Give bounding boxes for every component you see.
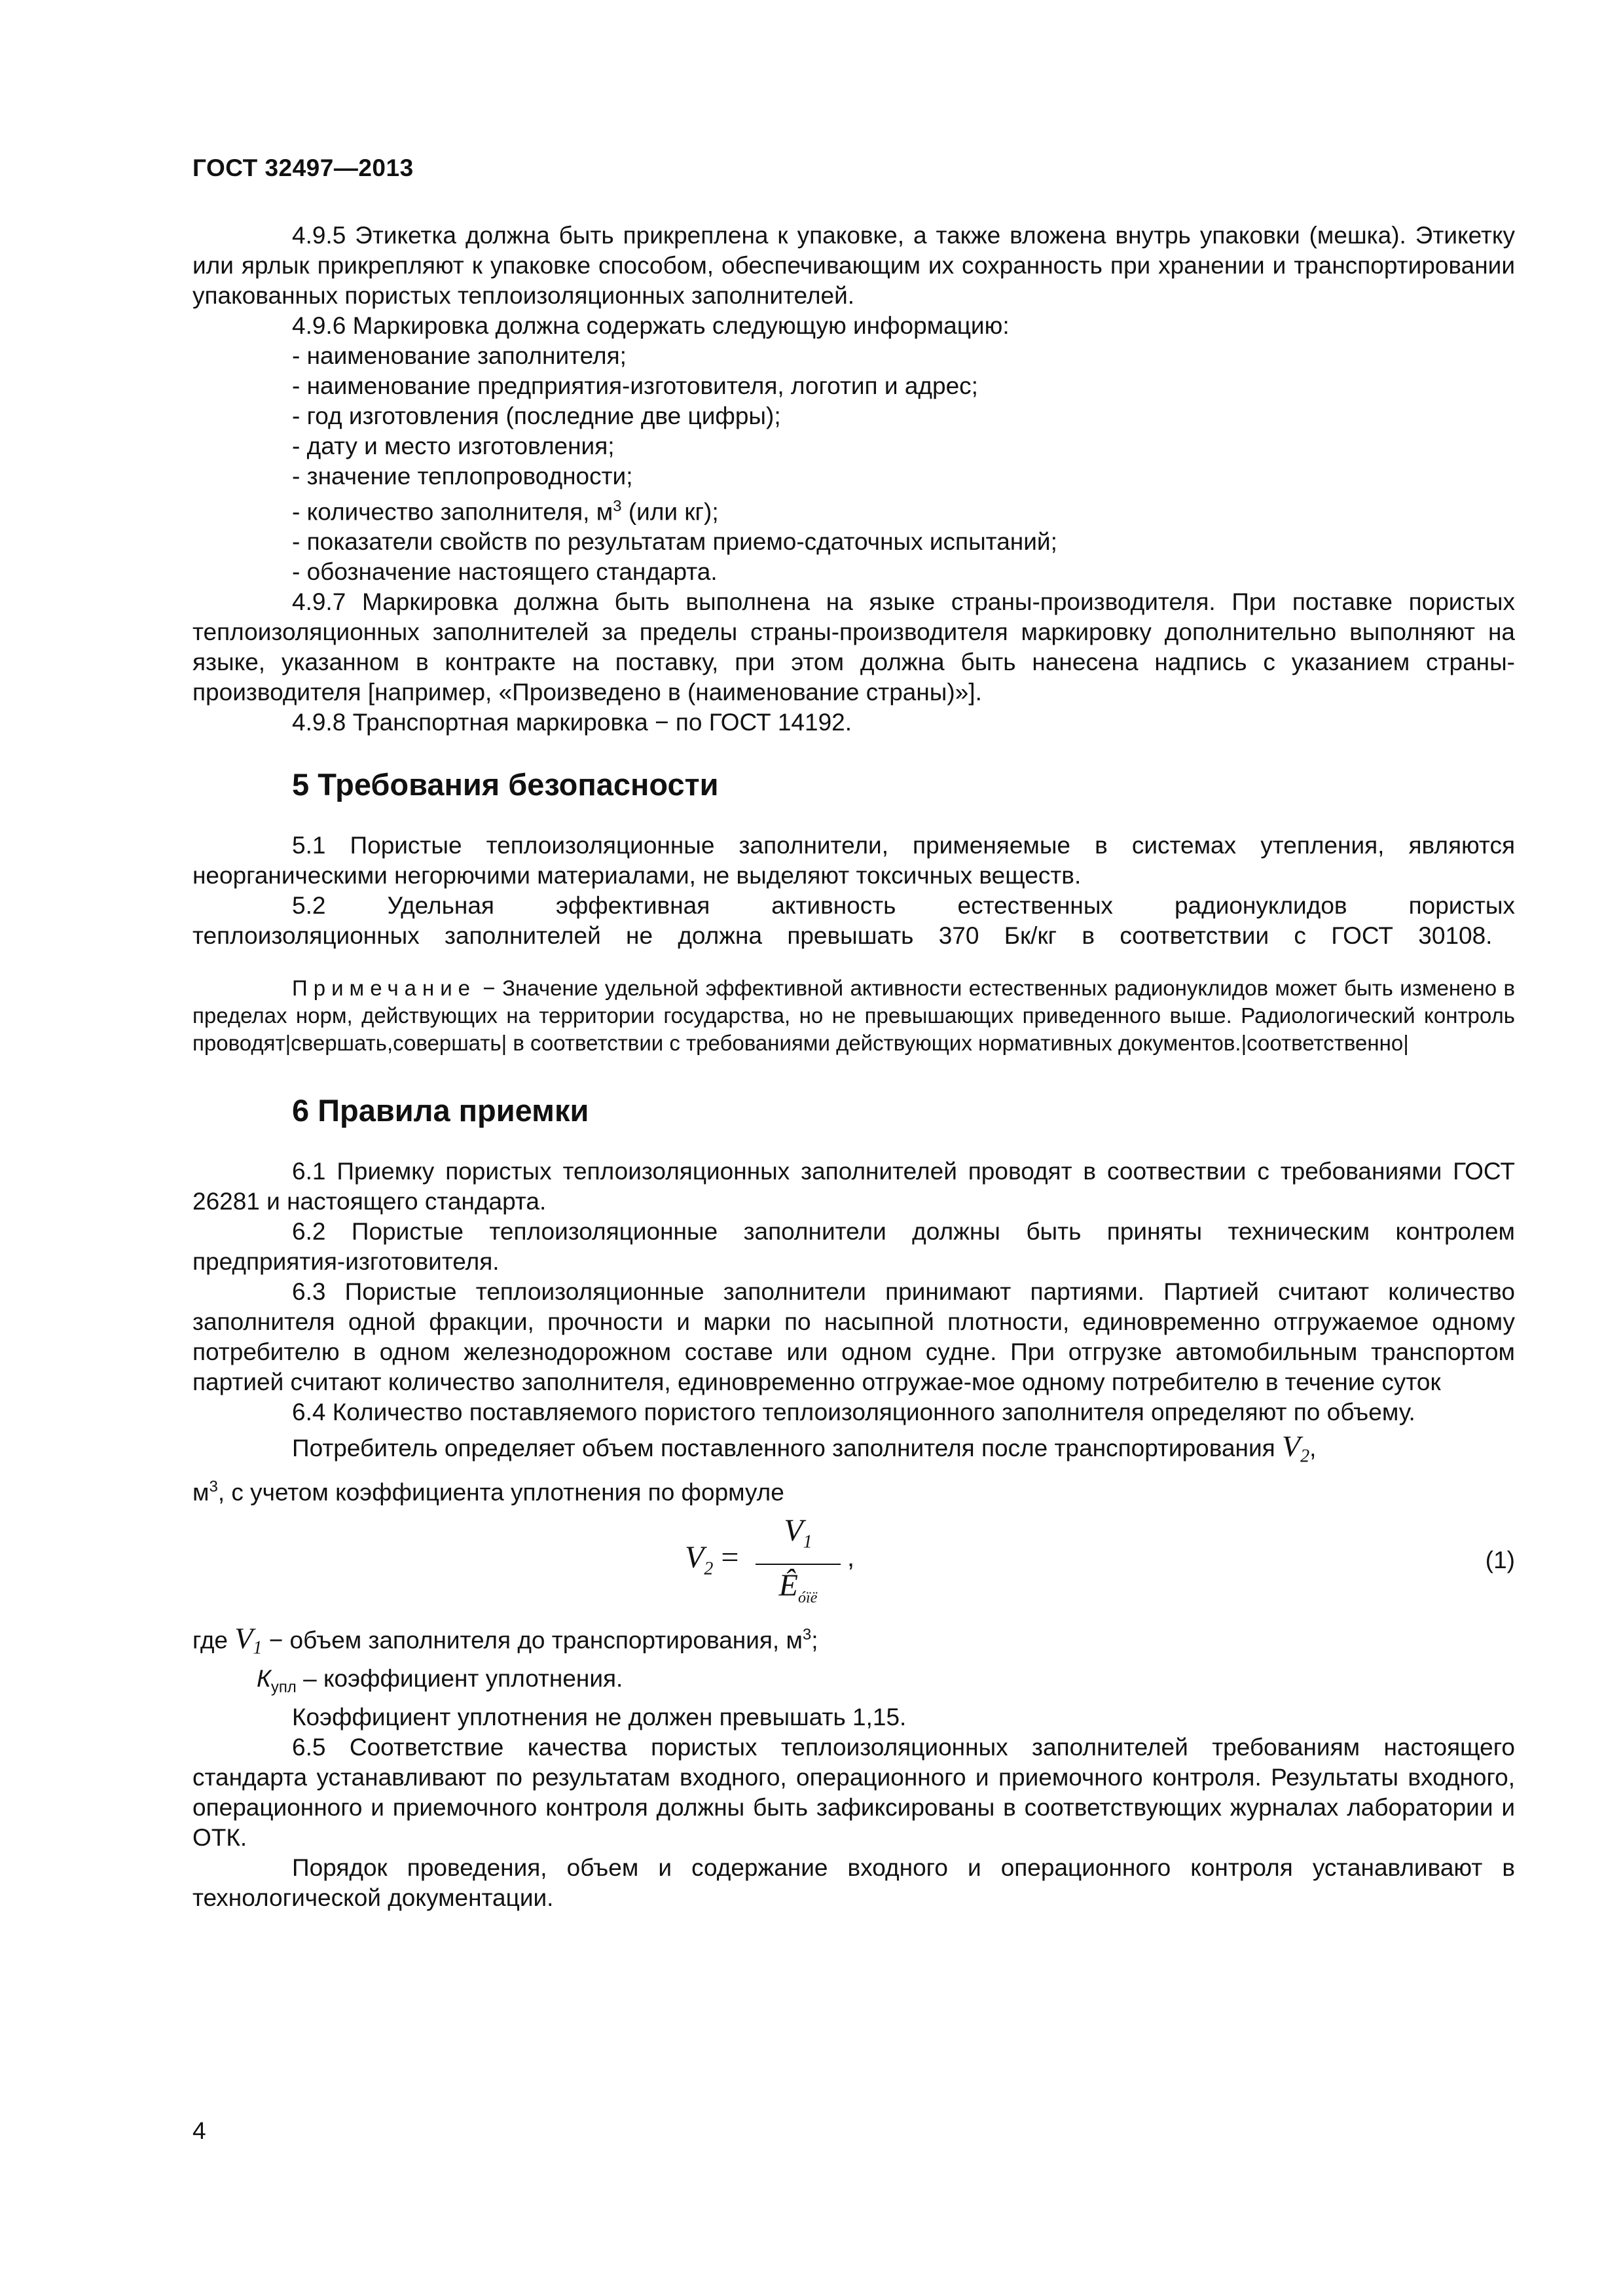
- variable-subscript: упл: [270, 1678, 297, 1696]
- formula-denominator: [756, 1568, 841, 1617]
- document-header: ГОСТ 32497—2013: [192, 154, 414, 181]
- list-item: - показатели свойств по результатам приемо-сдаточных испытаний;: [292, 528, 1057, 556]
- formula-comma: ,: [847, 1543, 855, 1573]
- clause-5-1: 5.1 Пористые теплоизоляционные заполнители, применяемые в системах утепления, являются неорганическими негорючими материалами, не выделяют токсичных веществ.: [192, 832, 1515, 889]
- clause-4-9-6: 4.9.6 Маркировка должна содержать следующую информацию:: [292, 312, 1010, 339]
- superscript: 3: [209, 1477, 218, 1496]
- list-item: - дату и место изготовления;: [292, 433, 615, 459]
- clause-6-1: 6.1 Приемку пористых теплоизоляционных заполнителей проводят в соотвествии с требованиями ГОСТ 26281 и настоящего стандарта.: [192, 1158, 1515, 1215]
- consumer-text-cont: , с учетом коэффициента уплотнения по формуле: [217, 1479, 784, 1506]
- clause-6-2: 6.2 Пористые теплоизоляционные заполнители должны быть приняты техническим контролем предприятия-изготовителя.: [192, 1218, 1515, 1276]
- superscript: 3: [802, 1626, 812, 1644]
- note: [192, 975, 1515, 1057]
- denominator-sub: óïë: [798, 1589, 818, 1607]
- document-body: [192, 221, 1515, 1913]
- where-label: где: [192, 1626, 235, 1654]
- formula-numerator: [756, 1513, 841, 1561]
- page-number: 4: [192, 2117, 206, 2144]
- consumer-paragraph-cont: [192, 1472, 1515, 1507]
- superscript: 3: [613, 497, 622, 515]
- coef-limit: Коэффициент уплотнения не должен превышать 1,15.: [292, 1704, 907, 1731]
- formula-lhs-var: V: [685, 1540, 704, 1575]
- clause-6-4: 6.4 Количество поставляемого пористого теплоизоляционного заполнителя определяют по объему.: [292, 1399, 1415, 1426]
- where-text: − объем заполнителя до транспортирования, м: [262, 1626, 803, 1654]
- list-item: - значение теплопроводности;: [292, 463, 633, 490]
- clause-4-9-7: 4.9.7 Маркировка должна быть выполнена на языке страны-производителя. При поставке пористых теплоизоляционных заполнителей за пределы страны-производителя маркировку дополнительно выполняют на языке, указанном в контракте на поставку, при этом должна быть нанесена надпись с указанием страны-производителя [например, «Произведено в (наименование страны)»].: [192, 588, 1515, 706]
- formula-number: (1): [1485, 1547, 1515, 1574]
- clause-5-2: 5.2 Удельная эффективная активность естественных радионуклидов пористых теплоизоляционных заполнителей не должна превышать 370 Бк/кг в соответствии с ГОСТ 30108.: [192, 892, 1515, 950]
- formula-equals: =: [713, 1540, 739, 1575]
- clause-4-9-5: 4.9.5 Этикетка должна быть прикреплена к упаковке, а также вложена внутрь упаковки (мешка). Этикетку или ярлык прикрепляют к упаковке способом, обеспечивающим их сохранность при хранении и транспортировании упакованных пористых теплоизоляционных заполнителей.: [192, 222, 1515, 309]
- consumer-text: Потребитель определяет объем поставленного заполнителя после транспортирования: [292, 1435, 1282, 1462]
- unit-text: м: [192, 1479, 210, 1506]
- list-item: [192, 492, 1515, 527]
- list-item: - наименование заполнителя;: [292, 342, 627, 369]
- note-label: Примечание: [292, 976, 477, 1001]
- clause-6-5: 6.5 Соответствие качества пористых теплоизоляционных заполнителей требованиям настоящего стандарта устанавливают по результатам входного, операционного и приемочного контроля. Результаты входного, операционного и приемочного контроля должны быть зафиксированы в соответствующих журналах лаборатории и ОТК.: [192, 1734, 1515, 1852]
- where-tail: ;: [811, 1626, 818, 1654]
- variable-subscript: 1: [253, 1638, 263, 1659]
- kupl-line: [192, 1664, 1515, 1702]
- note-text: − Значение удельной эффективной активности естественных радионуклидов может быть изменено в пределах норм, действующих на территории государства, но не превышающих приведенного выше. Радиологический контроль проводят|свершать,совершать| в соответствии с требованиями действующих нормативных документов.|соответственно|: [192, 976, 1515, 1056]
- list-item-tail: (или кг);: [621, 498, 719, 526]
- formula-1: [192, 1513, 1515, 1611]
- formula-fraction: [756, 1513, 841, 1616]
- clause-6-3: 6.3 Пористые теплоизоляционные заполнители принимают партиями. Партией считают количество заполнителя одной фракции, прочности и марки по насыпной плотности, единовременно отгружаемое одному потребителю в одном железнодорожном составе или одном судне. При отгрузке автомобильным транспортом партией считают количество заполнителя, единовременно отгружае-мое одному потребителю в течение суток: [192, 1278, 1515, 1396]
- numerator-sub: 1: [803, 1532, 812, 1552]
- clause-4-9-8: 4.9.8 Транспортная маркировка − по ГОСТ 14192.: [292, 709, 852, 736]
- denominator-var: Ê: [778, 1568, 798, 1603]
- numerator-var: V: [784, 1513, 803, 1549]
- order-paragraph: Порядок проведения, объем и содержание входного и операционного контроля устанавливают в технологической документации.: [192, 1854, 1515, 1912]
- list-item: - год изготовления (последние две цифры);: [292, 403, 781, 429]
- consumer-paragraph: [192, 1431, 1515, 1471]
- list-item: - обозначение настоящего стандарта.: [292, 558, 718, 586]
- where-line: [192, 1620, 1515, 1664]
- formula-lhs-sub: 2: [704, 1558, 714, 1579]
- variable-subscript: 2: [1300, 1446, 1310, 1467]
- variable: V: [234, 1621, 253, 1655]
- variable: К: [257, 1664, 271, 1692]
- list-item: - наименование предприятия-изготовителя, логотип и адрес;: [292, 372, 978, 399]
- fraction-bar: [756, 1564, 841, 1565]
- section-title-6: 6 Правила приемки: [292, 1093, 589, 1128]
- section-title-5: 5 Требования безопасности: [292, 767, 719, 802]
- kupl-text: – коэффициент уплотнения.: [296, 1664, 623, 1692]
- consumer-comma: ,: [1309, 1435, 1317, 1462]
- list-item-text: - количество заполнителя, м: [292, 498, 613, 526]
- formula-lhs: [685, 1540, 739, 1585]
- variable: V: [1281, 1429, 1301, 1463]
